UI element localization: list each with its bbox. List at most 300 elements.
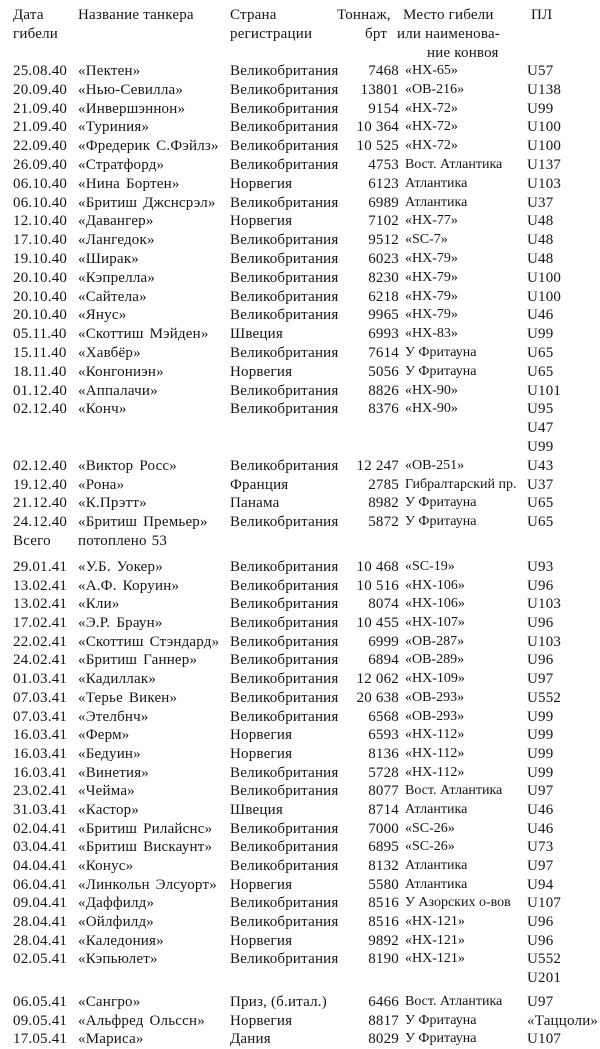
cell-place: «НХ-121» bbox=[405, 932, 465, 948]
cell-sub: U137 bbox=[527, 156, 562, 173]
cell-name: «Бритиш Вискаунт» bbox=[78, 839, 213, 856]
cell-country: Великобритания bbox=[230, 652, 339, 669]
table-row bbox=[0, 726, 600, 745]
cell-name: «Конч» bbox=[78, 401, 127, 418]
cell-country: Великобритания bbox=[230, 63, 339, 79]
cell-country: Великобритания bbox=[230, 596, 339, 613]
cell-place: «ОВ-251» bbox=[405, 457, 465, 473]
cell-date: 19.12.40 bbox=[13, 476, 68, 493]
cell-place bbox=[399, 438, 523, 457]
cell-place: «НХ-79» bbox=[405, 269, 458, 285]
cell-country: Великобритания bbox=[230, 559, 339, 575]
cell-sub: U100 bbox=[527, 119, 562, 136]
cell-tonnage: 5580 bbox=[368, 876, 399, 893]
table-row bbox=[0, 801, 600, 820]
cell-sub: U48 bbox=[527, 250, 554, 267]
cell-place: У Фритауна bbox=[405, 1012, 477, 1028]
cell-date: 21.09.40 bbox=[13, 119, 68, 136]
cell-tonnage: 6993 bbox=[368, 326, 399, 343]
cell-name: «Сайтела» bbox=[78, 288, 147, 305]
cell-place: У Азорских о-вов bbox=[405, 895, 511, 911]
cell-date: 02.12.40 bbox=[13, 401, 68, 418]
cell-tonnage bbox=[348, 438, 399, 457]
cell-date: 02.12.40 bbox=[13, 457, 68, 474]
table-row bbox=[0, 745, 600, 764]
total-row bbox=[0, 532, 600, 551]
cell-tonnage: 8132 bbox=[368, 858, 399, 874]
cell-sub: U96 bbox=[527, 652, 554, 669]
cell-sub: U93 bbox=[527, 559, 554, 575]
table-row bbox=[0, 932, 600, 951]
table-row bbox=[0, 820, 600, 839]
table-row bbox=[0, 250, 600, 269]
cell-date: 02.04.41 bbox=[13, 820, 68, 837]
cell-name: «У.Б. Уокер» bbox=[78, 559, 163, 575]
cell-sub: U95 bbox=[527, 401, 554, 418]
table-row bbox=[0, 558, 600, 577]
cell-date: 22.09.40 bbox=[13, 138, 68, 155]
cell-date: 21.12.40 bbox=[13, 495, 68, 512]
table-row bbox=[0, 670, 600, 689]
cell-country: Великобритания bbox=[230, 708, 339, 725]
cell-sub: U48 bbox=[527, 213, 554, 230]
table-row bbox=[0, 194, 600, 213]
cell-sub: U97 bbox=[527, 993, 554, 1010]
header-sub: ПЛ bbox=[531, 7, 553, 23]
cell-place: Атлантика bbox=[405, 858, 468, 873]
cell-country: Великобритания bbox=[230, 633, 339, 650]
cell-tonnage: 2785 bbox=[368, 476, 399, 493]
cell-date: 16.03.41 bbox=[13, 745, 68, 762]
cell-sub bbox=[523, 532, 600, 551]
table-row bbox=[0, 137, 600, 156]
cell-date: 19.10.40 bbox=[13, 250, 68, 267]
cell-tonnage: 9154 bbox=[368, 100, 399, 117]
table-row bbox=[0, 382, 600, 401]
cell-name: «Бритиш Премьер» bbox=[78, 514, 208, 531]
cell-date: 22.02.41 bbox=[13, 633, 68, 650]
cell-place: У Фритауна bbox=[405, 344, 477, 360]
cell-name: «Кли» bbox=[78, 596, 120, 613]
cell-date: 13.02.41 bbox=[13, 577, 68, 594]
cell-name: «Давангер» bbox=[78, 213, 154, 230]
cell-date: 06.10.40 bbox=[13, 194, 68, 211]
table-row bbox=[0, 62, 600, 81]
cell-date: 04.04.41 bbox=[13, 858, 68, 874]
cell-tonnage: 9965 bbox=[368, 307, 399, 324]
cell-date: 18.11.40 bbox=[13, 363, 67, 380]
cell-date: 21.09.40 bbox=[13, 100, 68, 117]
table-row bbox=[0, 419, 600, 438]
cell-sub: U47 bbox=[527, 420, 554, 437]
cell-place: Атлантика bbox=[405, 801, 468, 817]
cell-tonnage: 9892 bbox=[368, 932, 399, 949]
cell-country: Швеция bbox=[230, 801, 283, 818]
cell-date: 24.12.40 bbox=[13, 514, 68, 531]
cell-tonnage: 8516 bbox=[368, 895, 399, 912]
cell-country: Великобритания bbox=[230, 232, 339, 249]
cell-tonnage: 8376 bbox=[368, 401, 399, 418]
cell-date: 01.12.40 bbox=[13, 382, 68, 399]
cell-country: Швеция bbox=[230, 326, 283, 343]
cell-name bbox=[78, 419, 230, 438]
cell-place: Вост. Атлантика bbox=[405, 156, 503, 172]
cell-country: Великобритания bbox=[230, 764, 339, 781]
cell-date: 20.09.40 bbox=[13, 81, 68, 98]
header-place-line2: или наименова- bbox=[397, 26, 501, 42]
cell-sub: U65 bbox=[527, 495, 554, 512]
cell-country: Великобритания bbox=[230, 858, 339, 874]
cell-sub: U107 bbox=[527, 895, 562, 912]
cell-country: Великобритания bbox=[230, 119, 339, 136]
cell-place: Атлантика bbox=[405, 876, 468, 892]
cell-tonnage: 5728 bbox=[368, 764, 399, 781]
cell-sub: U103 bbox=[527, 596, 562, 613]
cell-name: «Мариса» bbox=[78, 1031, 144, 1048]
cell-sub: U99 bbox=[527, 438, 554, 455]
cell-sub: U97 bbox=[527, 783, 554, 800]
table-row bbox=[0, 577, 600, 596]
cell-country: Великобритания bbox=[230, 671, 339, 688]
table-row bbox=[0, 857, 600, 876]
cell-place bbox=[399, 969, 523, 988]
table-row bbox=[0, 782, 600, 801]
cell-sub: U100 bbox=[527, 138, 562, 155]
cell-name: «Ойлфилд» bbox=[78, 914, 155, 931]
cell-date: 15.11.40 bbox=[13, 344, 67, 361]
cell-country: Великобритания bbox=[230, 914, 339, 931]
cell-place: «НХ-79» bbox=[405, 288, 458, 304]
cell-tonnage: 8826 bbox=[368, 382, 399, 399]
cell-sub: U96 bbox=[527, 615, 554, 632]
cell-name: «Лангедок» bbox=[78, 232, 155, 249]
cell-date: 09.05.41 bbox=[13, 1012, 68, 1029]
cell-name: «Нина Бортен» bbox=[78, 175, 180, 192]
cell-name: «Фредерик С.Фэйлз» bbox=[78, 138, 219, 155]
cell-sub: U552 bbox=[527, 951, 562, 968]
cell-tonnage: 10 516 bbox=[356, 577, 399, 594]
cell-name: «Янус» bbox=[78, 307, 127, 324]
table-row bbox=[0, 476, 600, 495]
cell-sub: U99 bbox=[527, 727, 554, 744]
cell-date: Всего bbox=[13, 532, 51, 549]
cell-tonnage: 9512 bbox=[368, 232, 399, 249]
cell-sub: U48 bbox=[527, 232, 554, 249]
cell-name: «Сангро» bbox=[78, 993, 141, 1010]
table-section-1941 bbox=[0, 558, 600, 1049]
cell-country bbox=[230, 532, 348, 551]
cell-country: Великобритания bbox=[230, 514, 339, 531]
cell-date: 20.10.40 bbox=[13, 288, 68, 305]
cell-sub: U138 bbox=[527, 81, 562, 98]
cell-country: Великобритания bbox=[230, 100, 339, 117]
table-row bbox=[0, 764, 600, 783]
cell-sub: U552 bbox=[527, 689, 562, 706]
cell-tonnage: 7000 bbox=[368, 820, 399, 837]
cell-country: Великобритания bbox=[230, 401, 339, 418]
cell-place: «ОВ-293» bbox=[405, 689, 465, 705]
cell-date: 28.04.41 bbox=[13, 932, 68, 949]
cell-sub: U37 bbox=[527, 476, 554, 493]
cell-date: 02.05.41 bbox=[13, 951, 68, 968]
cell-date: 03.04.41 bbox=[13, 839, 68, 856]
cell-tonnage: 10 364 bbox=[356, 119, 399, 136]
cell-date: 07.03.41 bbox=[13, 708, 68, 725]
cell-name: «Чейма» bbox=[78, 783, 135, 800]
table-row bbox=[0, 118, 600, 137]
cell-date: 16.03.41 bbox=[13, 764, 68, 781]
cell-tonnage: 20 638 bbox=[356, 689, 399, 706]
cell-sub: «Таццоли» bbox=[527, 1012, 599, 1029]
cell-country: Великобритания bbox=[230, 288, 339, 305]
cell-name: «Этелбнч» bbox=[78, 708, 149, 725]
cell-place: «НХ-106» bbox=[405, 577, 465, 593]
cell-name: «Бритиш Джснсрэл» bbox=[78, 194, 216, 211]
cell-tonnage: 6593 bbox=[368, 727, 399, 744]
table-row bbox=[0, 175, 600, 194]
cell-tonnage: 4753 bbox=[368, 156, 399, 173]
cell-date bbox=[13, 969, 78, 988]
cell-sub: U65 bbox=[527, 363, 554, 380]
cell-tonnage: 6218 bbox=[368, 288, 399, 305]
cell-place: «НХ-121» bbox=[405, 951, 465, 967]
table-row bbox=[0, 400, 600, 419]
cell-sub: U101 bbox=[527, 382, 562, 399]
table-section-1940 bbox=[0, 62, 600, 551]
cell-name: «Терье Викен» bbox=[78, 689, 178, 706]
table-row bbox=[0, 212, 600, 231]
cell-sub: U73 bbox=[527, 839, 554, 856]
cell-name: «Винетия» bbox=[78, 764, 149, 781]
table-row bbox=[0, 614, 600, 633]
cell-place: «НХ-107» bbox=[405, 615, 465, 631]
table-row bbox=[0, 633, 600, 652]
table-row bbox=[0, 950, 600, 969]
cell-sub: U100 bbox=[527, 288, 562, 305]
cell-date: 06.04.41 bbox=[13, 876, 68, 893]
cell-name: «Конгониэн» bbox=[78, 363, 164, 380]
cell-place: У Фритауна bbox=[405, 514, 477, 530]
table-row bbox=[0, 1012, 600, 1031]
table-row bbox=[0, 651, 600, 670]
cell-date: 28.04.41 bbox=[13, 914, 68, 931]
table-row bbox=[0, 838, 600, 857]
cell-name: «К.Прэтт» bbox=[78, 495, 147, 512]
cell-place: «НХ-121» bbox=[405, 914, 465, 930]
cell-place: У Фритауна bbox=[405, 363, 477, 379]
cell-date bbox=[13, 419, 78, 438]
cell-place: «НХ-90» bbox=[405, 401, 458, 417]
cell-tonnage: 8136 bbox=[368, 745, 399, 762]
cell-tonnage: 5056 bbox=[368, 363, 399, 380]
cell-date: 17.05.41 bbox=[13, 1031, 68, 1048]
cell-place bbox=[399, 532, 523, 551]
table-row bbox=[0, 894, 600, 913]
table-row bbox=[0, 306, 600, 325]
cell-name: «А.Ф. Коруин» bbox=[78, 577, 180, 594]
cell-sub: U65 bbox=[527, 514, 554, 531]
cell-name: «Бритиш Рилайснс» bbox=[78, 820, 213, 837]
cell-country: Норвегия bbox=[230, 932, 293, 949]
cell-country: Великобритания bbox=[230, 615, 339, 632]
cell-place: «SC-26» bbox=[405, 839, 455, 855]
cell-tonnage: 8516 bbox=[368, 914, 399, 931]
cell-sub: U57 bbox=[527, 63, 554, 79]
table-row bbox=[0, 876, 600, 895]
cell-place: «НХ-72» bbox=[405, 100, 458, 116]
cell-country: Великобритания bbox=[230, 689, 339, 706]
cell-date: 05.11.40 bbox=[13, 326, 67, 343]
cell-tonnage: 6568 bbox=[368, 708, 399, 725]
cell-tonnage: 6123 bbox=[368, 175, 399, 192]
cell-country bbox=[230, 969, 348, 988]
cell-tonnage: 10 525 bbox=[356, 138, 399, 155]
cell-sub: U46 bbox=[527, 801, 554, 818]
cell-tonnage: 6989 bbox=[368, 194, 399, 211]
cell-sub: U46 bbox=[527, 820, 554, 837]
cell-tonnage: 8982 bbox=[368, 495, 399, 512]
cell-country: Франция bbox=[230, 476, 289, 493]
cell-country: Великобритания bbox=[230, 839, 339, 856]
cell-name: «Бедуин» bbox=[78, 745, 141, 762]
cell-country: Великобритания bbox=[230, 138, 339, 155]
cell-country: Норвегия bbox=[230, 1012, 293, 1029]
header-date-line1: Дата bbox=[13, 7, 44, 23]
cell-place: Атлантика bbox=[405, 175, 468, 191]
table-row bbox=[0, 344, 600, 363]
cell-date: 01.03.41 bbox=[13, 671, 68, 688]
cell-place: У Фритауна bbox=[405, 495, 477, 511]
cell-name: «Даффилд» bbox=[78, 895, 155, 912]
header-country-line1: Страна bbox=[230, 7, 277, 23]
cell-country: Приз, (б.итал.) bbox=[230, 993, 327, 1010]
cell-name: «Скоттиш Мэйден» bbox=[78, 326, 209, 343]
cell-place: «ОВ-287» bbox=[405, 633, 465, 649]
cell-tonnage bbox=[348, 419, 399, 438]
cell-date: 29.01.41 bbox=[13, 559, 68, 575]
cell-country: Великобритания bbox=[230, 81, 339, 98]
cell-country: Великобритания bbox=[230, 156, 339, 173]
cell-country: Великобритания bbox=[230, 577, 339, 594]
cell-name: потоплено 53 bbox=[78, 532, 168, 549]
table-row bbox=[0, 100, 600, 119]
cell-name bbox=[78, 969, 230, 988]
cell-country bbox=[230, 419, 348, 438]
cell-sub: U97 bbox=[527, 671, 554, 688]
cell-name: «Конус» bbox=[78, 858, 134, 874]
cell-country: Великобритания bbox=[230, 382, 339, 399]
cell-tonnage: 7102 bbox=[368, 213, 399, 230]
table-row bbox=[0, 325, 600, 344]
cell-country: Великобритания bbox=[230, 820, 339, 837]
cell-tonnage: 6895 bbox=[368, 839, 399, 856]
cell-tonnage: 8230 bbox=[368, 269, 399, 286]
table-row bbox=[0, 288, 600, 307]
cell-name: «Инвершэннон» bbox=[78, 100, 186, 117]
header-tonnage-line1: Тоннаж, bbox=[337, 7, 391, 23]
cell-place: Атлантика bbox=[405, 194, 468, 210]
cell-tonnage: 8817 bbox=[368, 1012, 399, 1029]
cell-tonnage bbox=[348, 532, 399, 551]
cell-name: «Линкольн Элсуорт» bbox=[78, 876, 217, 893]
cell-tonnage: 10 468 bbox=[356, 559, 399, 575]
cell-date: 25.08.40 bbox=[13, 63, 68, 79]
cell-place: «НХ-79» bbox=[405, 307, 458, 323]
table-row bbox=[0, 513, 600, 532]
cell-place: «НХ-112» bbox=[405, 764, 465, 780]
cell-sub: U96 bbox=[527, 914, 554, 931]
table-row bbox=[0, 494, 600, 513]
cell-place: «SC-26» bbox=[405, 820, 455, 836]
cell-country bbox=[230, 438, 348, 457]
cell-place: «ОВ-293» bbox=[405, 708, 465, 724]
cell-country: Великобритания bbox=[230, 307, 339, 324]
cell-date: 17.10.40 bbox=[13, 232, 68, 249]
table-row bbox=[0, 363, 600, 382]
cell-place: «НХ-112» bbox=[405, 745, 465, 761]
table-row bbox=[0, 156, 600, 175]
cell-country: Великобритания bbox=[230, 250, 339, 267]
cell-country: Норвегия bbox=[230, 745, 293, 762]
cell-date: 16.03.41 bbox=[13, 727, 68, 744]
cell-tonnage: 8029 bbox=[368, 1031, 399, 1048]
cell-place: «НХ-79» bbox=[405, 250, 458, 266]
cell-tonnage: 6466 bbox=[368, 993, 399, 1010]
cell-country: Панама bbox=[230, 495, 280, 512]
cell-date: 12.10.40 bbox=[13, 213, 68, 230]
header-country-line2: регистрации bbox=[230, 26, 313, 42]
cell-sub: U201 bbox=[527, 970, 562, 987]
cell-country: Великобритания bbox=[230, 344, 339, 361]
cell-name: «Бритиш Ганнер» bbox=[78, 652, 198, 669]
cell-sub: U103 bbox=[527, 633, 562, 650]
cell-date: 23.02.41 bbox=[13, 783, 68, 800]
cell-sub: U97 bbox=[527, 858, 554, 874]
cell-place: «НХ-83» bbox=[405, 326, 458, 342]
cell-name: «Э.Р. Браун» bbox=[78, 615, 163, 632]
cell-place: «НХ-72» bbox=[405, 119, 458, 135]
cell-sub: U100 bbox=[527, 269, 562, 286]
cell-name: «Рона» bbox=[78, 476, 125, 493]
cell-place: «НХ-77» bbox=[405, 213, 458, 229]
table-row bbox=[0, 457, 600, 476]
cell-date: 20.10.40 bbox=[13, 307, 68, 324]
cell-name: «Пектен» bbox=[78, 63, 141, 79]
cell-date: 06.10.40 bbox=[13, 175, 68, 192]
table-row bbox=[0, 993, 600, 1012]
cell-place: «ОВ-216» bbox=[405, 81, 465, 97]
table-row bbox=[0, 595, 600, 614]
cell-country: Норвегия bbox=[230, 175, 293, 192]
cell-sub: U103 bbox=[527, 175, 562, 192]
cell-country: Норвегия bbox=[230, 876, 293, 893]
cell-tonnage: 8077 bbox=[368, 783, 399, 800]
cell-date bbox=[13, 438, 78, 457]
cell-tonnage: 6999 bbox=[368, 633, 399, 650]
cell-name: «Аппалачи» bbox=[78, 382, 158, 399]
header-place-line3: ние конвоя bbox=[427, 45, 499, 61]
cell-sub: U65 bbox=[527, 344, 554, 361]
cell-sub: U96 bbox=[527, 932, 554, 949]
cell-name: «Туриния» bbox=[78, 119, 150, 136]
table-row bbox=[0, 1030, 600, 1049]
cell-name: «Нью-Севилла» bbox=[78, 81, 184, 98]
cell-sub: U94 bbox=[527, 876, 554, 893]
cell-date: 07.03.41 bbox=[13, 689, 68, 706]
cell-tonnage: 5872 bbox=[368, 514, 399, 531]
cell-place: Вост. Атлантика bbox=[405, 993, 503, 1009]
cell-country: Великобритания bbox=[230, 457, 339, 474]
